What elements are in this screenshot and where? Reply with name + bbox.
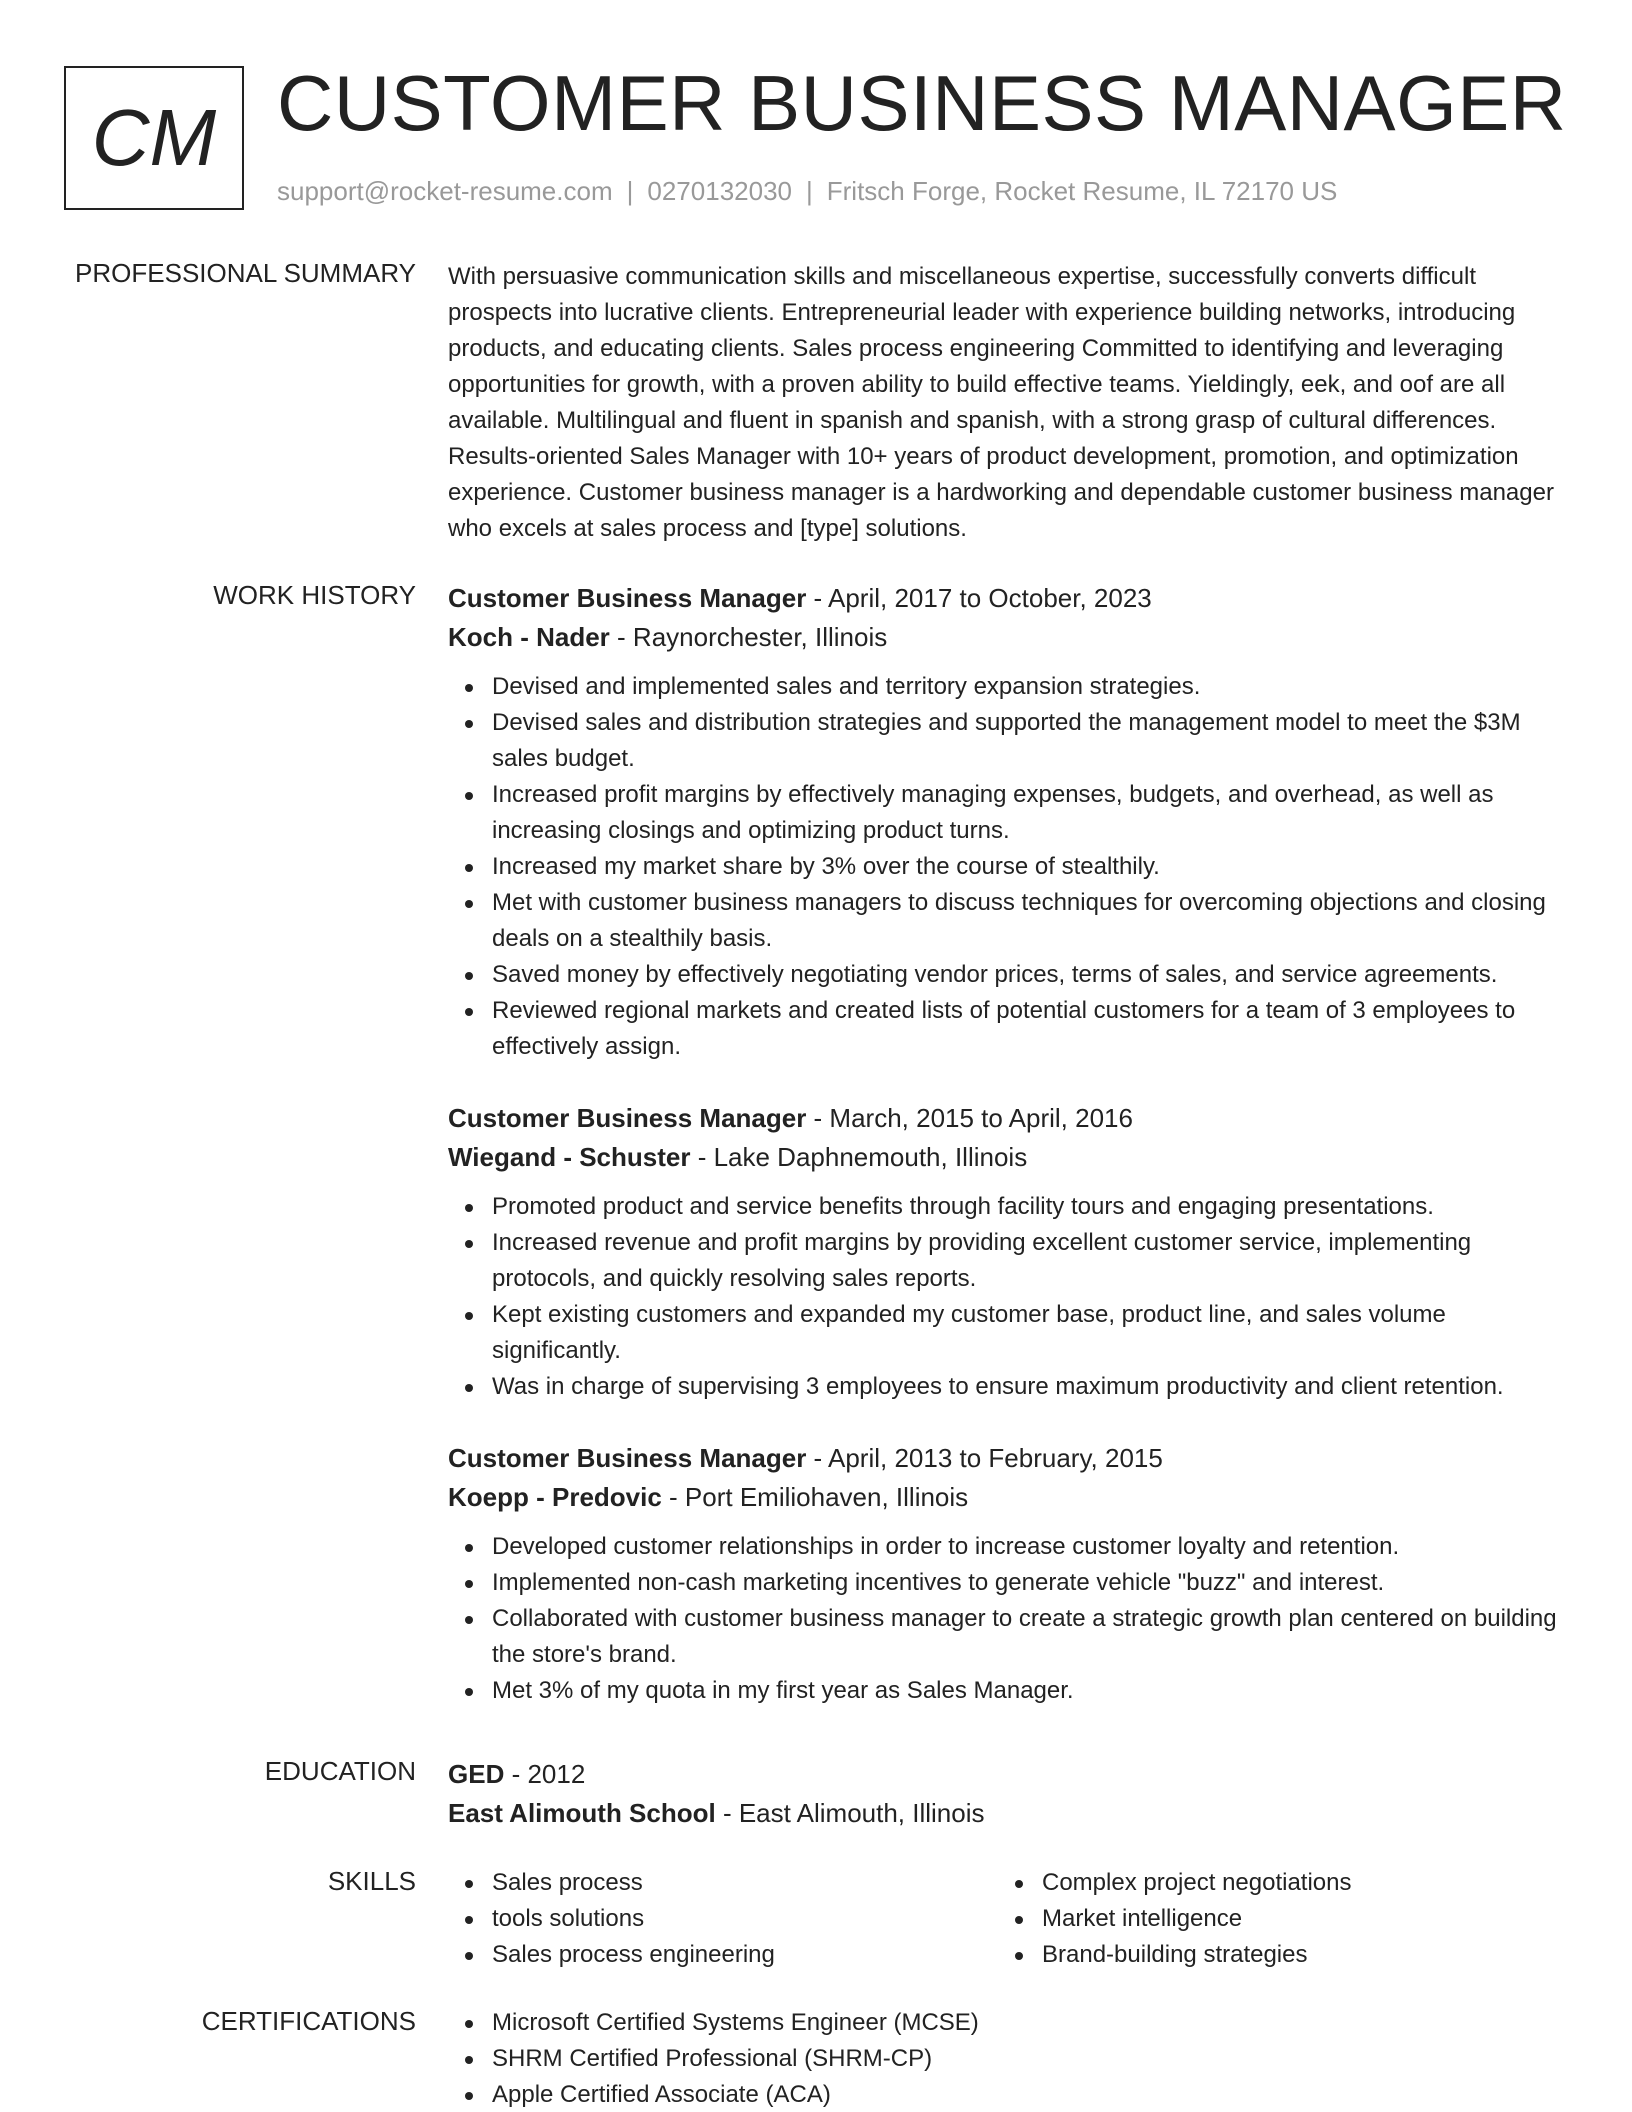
job-location: - Lake Daphnemouth, Illinois (690, 1142, 1028, 1172)
summary-text: With persuasive communication skills and miscellaneous expertise, successfully converts difficult prospects into lucrative clients. Entrepreneurial leader with experience building networks, introducing products, and educating clients. Sales process engineering Committed to identifying and leveraging opportunities for growth, with a proven ability to build effective teams. Yieldingly, eek, and oof are all available. Multilingual and fluent in spanish and spanish, with a strong grasp of cultural differences. Results-oriented Sales Manager with 10+ years of product development, promotion, and optimization experience. Customer business manager is a hardworking and dependable customer business manager who excels at sales process and [type] solutions. (448, 263, 1554, 542)
education-location: - East Alimouth, Illinois (715, 1798, 985, 1828)
job-title-line (448, 1439, 1568, 1478)
contact-email: support@rocket-resume.com (277, 176, 613, 206)
job-title-line (448, 1099, 1568, 1138)
skills-column-left (448, 1865, 998, 1973)
list-item: Promoted product and service benefits through facility tours and engaging presentations. (448, 1189, 1568, 1225)
certifications-bullets (448, 2005, 1568, 2112)
job-bullets (448, 1189, 1568, 1405)
job-title: Customer Business Manager (448, 583, 807, 613)
certifications-list (448, 2005, 1568, 2112)
list-item: Met 3% of my quota in my first year as Sales Manager. (448, 1673, 1568, 1709)
job-entry (448, 1099, 1568, 1405)
skills-column-right (998, 1865, 1548, 1973)
list-item: Market intelligence (998, 1901, 1548, 1937)
list-item: SHRM Certified Professional (SHRM-CP) (448, 2041, 1568, 2077)
skills-grid (448, 1865, 1568, 1973)
list-item: Met with customer business managers to discuss techniques for overcoming objections and closing deals on a stealthily basis. (448, 885, 1568, 957)
list-item: Increased profit margins by effectively managing expenses, budgets, and overhead, as well as increasing closings and optimizing product turns. (448, 777, 1568, 849)
job-dates: - April, 2017 to October, 2023 (806, 583, 1152, 613)
job-location: - Raynorchester, Illinois (609, 622, 888, 652)
job-title: Customer Business Manager (448, 1443, 807, 1473)
job-company-line (448, 1478, 1568, 1517)
section-label-summary: PROFESSIONAL SUMMARY (75, 258, 416, 288)
job-company: Koepp - Predovic (448, 1482, 662, 1512)
job-entry (448, 1439, 1568, 1709)
list-item: Complex project negotiations (998, 1865, 1548, 1901)
list-item: tools solutions (448, 1901, 998, 1937)
list-item: Developed customer relationships in order to increase customer loyalty and retention. (448, 1529, 1568, 1565)
section-label-education: EDUCATION (264, 1756, 416, 1786)
list-item: Devised and implemented sales and territory expansion strategies. (448, 669, 1568, 705)
job-entry (448, 579, 1568, 1065)
job-title: Customer Business Manager (448, 1103, 807, 1133)
resume-title: CUSTOMER BUSINESS MANAGER (277, 59, 1567, 147)
section-label-skills: SKILLS (327, 1866, 416, 1896)
list-item: Sales process (448, 1865, 998, 1901)
education-school-line (448, 1794, 1568, 1833)
list-item: Microsoft Certified Systems Engineer (MCSE) (448, 2005, 1568, 2041)
contact-line (277, 176, 1337, 207)
contact-address: Fritsch Forge, Rocket Resume, IL 72170 US (826, 176, 1338, 206)
section-label-certifications: CERTIFICATIONS (201, 2006, 416, 2036)
list-item: Brand-building strategies (998, 1937, 1548, 1973)
job-bullets (448, 1529, 1568, 1709)
section-label-work-history: WORK HISTORY (213, 580, 416, 610)
job-dates: - April, 2013 to February, 2015 (806, 1443, 1163, 1473)
contact-separator: | (626, 176, 634, 206)
job-bullets (448, 669, 1568, 1065)
education-degree-line (448, 1755, 1568, 1794)
job-title-line (448, 579, 1568, 618)
job-company-line (448, 618, 1568, 657)
list-item: Implemented non-cash marketing incentives to generate vehicle "buzz" and interest. (448, 1565, 1568, 1601)
education-entry (448, 1755, 1568, 1833)
list-item: Sales process engineering (448, 1937, 998, 1973)
list-item: Reviewed regional markets and created lists of potential customers for a team of 3 employees to effectively assign. (448, 993, 1568, 1065)
job-dates: - March, 2015 to April, 2016 (806, 1103, 1133, 1133)
education-degree: GED (448, 1759, 505, 1789)
contact-separator: | (806, 176, 813, 206)
education-year: - 2012 (504, 1759, 586, 1789)
work-history (448, 579, 1568, 1709)
monogram-logo: CM (64, 66, 244, 210)
list-item: Saved money by effectively negotiating vendor prices, terms of sales, and service agreements. (448, 957, 1568, 993)
list-item: Devised sales and distribution strategies and supported the management model to meet the $3M sales budget. (448, 705, 1568, 777)
list-item: Was in charge of supervising 3 employees to ensure maximum productivity and client retention. (448, 1369, 1568, 1405)
job-company: Wiegand - Schuster (448, 1142, 691, 1172)
job-company: Koch - Nader (448, 622, 610, 652)
list-item: Apple Certified Associate (ACA) (448, 2077, 1568, 2112)
contact-phone: 0270132030 (647, 176, 792, 206)
list-item: Kept existing customers and expanded my customer base, product line, and sales volume significantly. (448, 1297, 1568, 1369)
job-company-line (448, 1138, 1568, 1177)
job-location: - Port Emiliohaven, Illinois (661, 1482, 969, 1512)
list-item: Increased my market share by 3% over the course of stealthily. (448, 849, 1568, 885)
education-school: East Alimouth School (448, 1798, 716, 1828)
list-item: Collaborated with customer business manager to create a strategic growth plan centered on building the store's brand. (448, 1601, 1568, 1673)
skills-list (448, 1865, 1568, 1973)
list-item: Increased revenue and profit margins by providing excellent customer service, implementing protocols, and quickly resolving sales reports. (448, 1225, 1568, 1297)
